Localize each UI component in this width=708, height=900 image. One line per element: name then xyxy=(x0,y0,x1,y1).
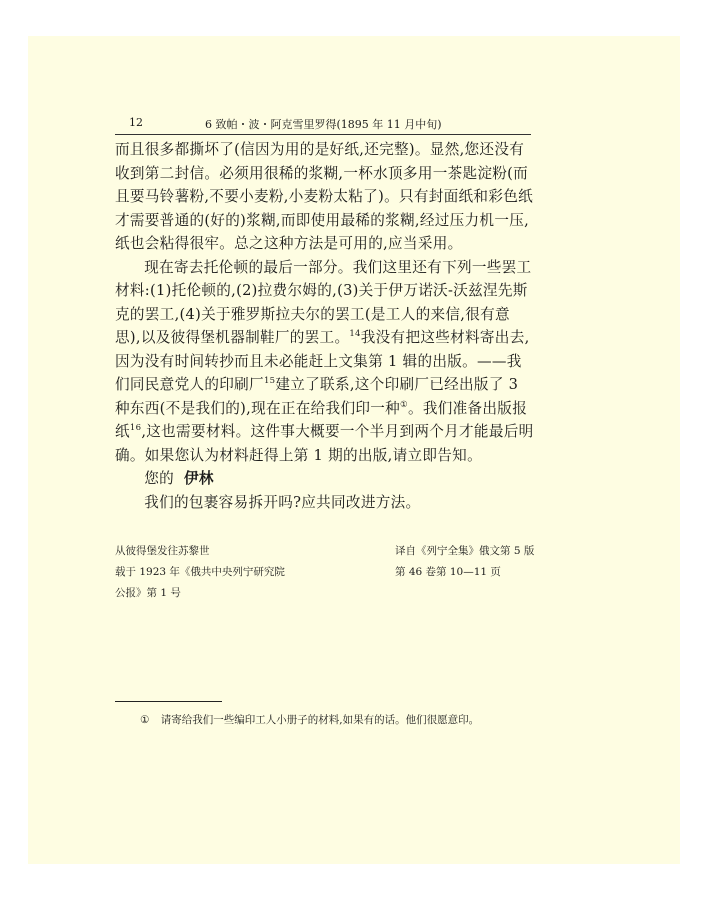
paragraph-2-part-e: ,这也需要材料。这件事大概要一个半月到两个月才能最后明确。如果您认为材料赶得上第 1 期的出版,请立即告知。 xyxy=(115,423,534,464)
footnote xyxy=(140,712,560,727)
source-left-line: 公报》第 1 号 xyxy=(115,587,181,599)
paragraph-1: 而且很多都撕坏了(信因为用的是好纸,还完整)。显然,您还没有收到第二封信。必须用很稀的浆糊,一杯水顶多用一茶匙淀粉(而且要马铃薯粉,不要小麦粉,小麦粉太粘了)。只有封面纸和彩色纸才需要普通的(好的)浆糊,而即使用最稀的浆糊,经过压力机一压,纸也会粘得很牢。总之这种方法是可用的,应当采用。 xyxy=(115,141,534,252)
paragraph-2-part-d: 。我们准备出版报纸 xyxy=(115,399,528,440)
footnote-ref-15: 15 xyxy=(263,376,276,387)
source-right-line: 第 46 卷第 10—11 页 xyxy=(395,566,501,578)
signature-prefix: 您的 xyxy=(144,470,174,487)
page-number: 12 xyxy=(129,116,143,129)
paragraph-2-part-b: 我没有把这些材料寄出去,因为没有时间转抄而且未必能赶上文集第 1 辑的出版。——我们同民意党人的印刷厂 xyxy=(115,329,530,393)
footnote-ref-14: 14 xyxy=(349,329,361,340)
footnote-ref-circle-1: ① xyxy=(400,399,408,410)
footnote-text: 请寄给我们一些编印工人小册子的材料,如果有的话。他们很愿意印。 xyxy=(160,714,480,726)
letter-body xyxy=(115,138,535,514)
paragraph-2-part-a: 现在寄去托伦顿的最后一部分。我们这里还有下列一些罢工材料:(1)托伦顿的,(2)拉费尔姆的,(3)关于伊万诺沃-沃兹涅先斯克的罢工,(4)关于雅罗斯拉夫尔的罢工(是工人的来信,很有意思),以及彼得堡机器制鞋厂的罢工。 xyxy=(115,258,532,346)
footnote-divider xyxy=(115,701,222,702)
signature-name: 伊林 xyxy=(183,470,214,487)
postscript: 我们的包裹容易拆开吗?应共同改进方法。 xyxy=(144,493,421,511)
footnote-ref-16: 16 xyxy=(129,423,142,434)
source-right-line: 译自《列宁全集》俄文第 5 版 xyxy=(395,545,535,557)
footnote-marker: ① xyxy=(140,714,150,726)
paragraph-2 xyxy=(115,256,535,468)
source-left xyxy=(115,541,355,604)
source-left-line: 从彼得堡发往苏黎世 xyxy=(115,545,210,557)
signature-line xyxy=(115,467,535,491)
running-header xyxy=(115,114,531,135)
running-title: 6 致帕・波・阿克雪里罗得(1895 年 11 月中旬) xyxy=(205,118,442,131)
paragraph-2-part-c: 建立了联系,这个印刷厂已经出版了 3 种东西(不是我们的),现在正在给我们印一种 xyxy=(115,376,519,417)
source-right xyxy=(395,541,555,583)
source-left-line: 载于 1923 年《俄共中央列宁研究院 xyxy=(115,566,285,578)
